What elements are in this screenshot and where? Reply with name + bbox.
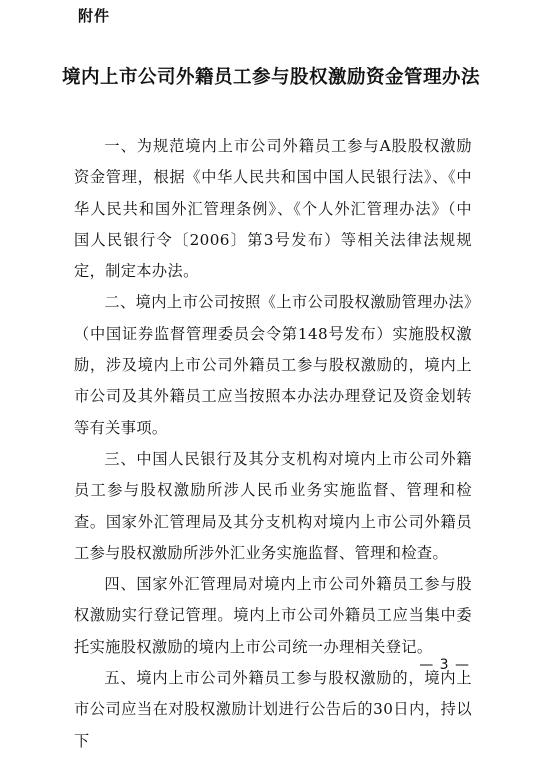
document-title: 境内上市公司外籍员工参与股权激励资金管理办法	[61, 67, 480, 88]
document-body	[74, 131, 472, 757]
paragraph-2: 二、境内上市公司按照《上市公司股权激励管理办法》（中国证券监督管理委员会令第148号发布）实施股权激励，涉及境内上市公司外籍员工参与股权激励的，境内上市公司及其外籍员工应当按照本办法办理登记及资金划转等有关事项。	[74, 293, 472, 437]
paragraph-5: 五、境内上市公司外籍员工参与股权激励的，境内上市公司应当在对股权激励计划进行公告后的30日内，持以下	[74, 669, 472, 750]
paragraph-4: 四、国家外汇管理局对境内上市公司外籍员工参与股权激励实行登记管理。境内上市公司外籍员工应当集中委托实施股权激励的境内上市公司统一办理相关登记。	[74, 575, 472, 656]
attachment-label: 附件	[78, 7, 111, 25]
paragraph-3: 三、中国人民银行及其分支机构对境内上市公司外籍员工参与股权激励所涉人民币业务实施监督、管理和检查。国家外汇管理局及其分支机构对境内上市公司外籍员工参与股权激励所涉外汇业务实施监督、管理和检查。	[74, 449, 472, 562]
paragraph-1: 一、为规范境内上市公司外籍员工参与A股股权激励资金管理，根据《中华人民共和国中国人民银行法》、《中华人民共和国外汇管理条例》、《个人外汇管理办法》（中国人民银行令〔2006〕第3号发布）等相关法律法规规定，制定本办法。	[74, 137, 472, 281]
page-number: — 3 —	[419, 657, 470, 673]
